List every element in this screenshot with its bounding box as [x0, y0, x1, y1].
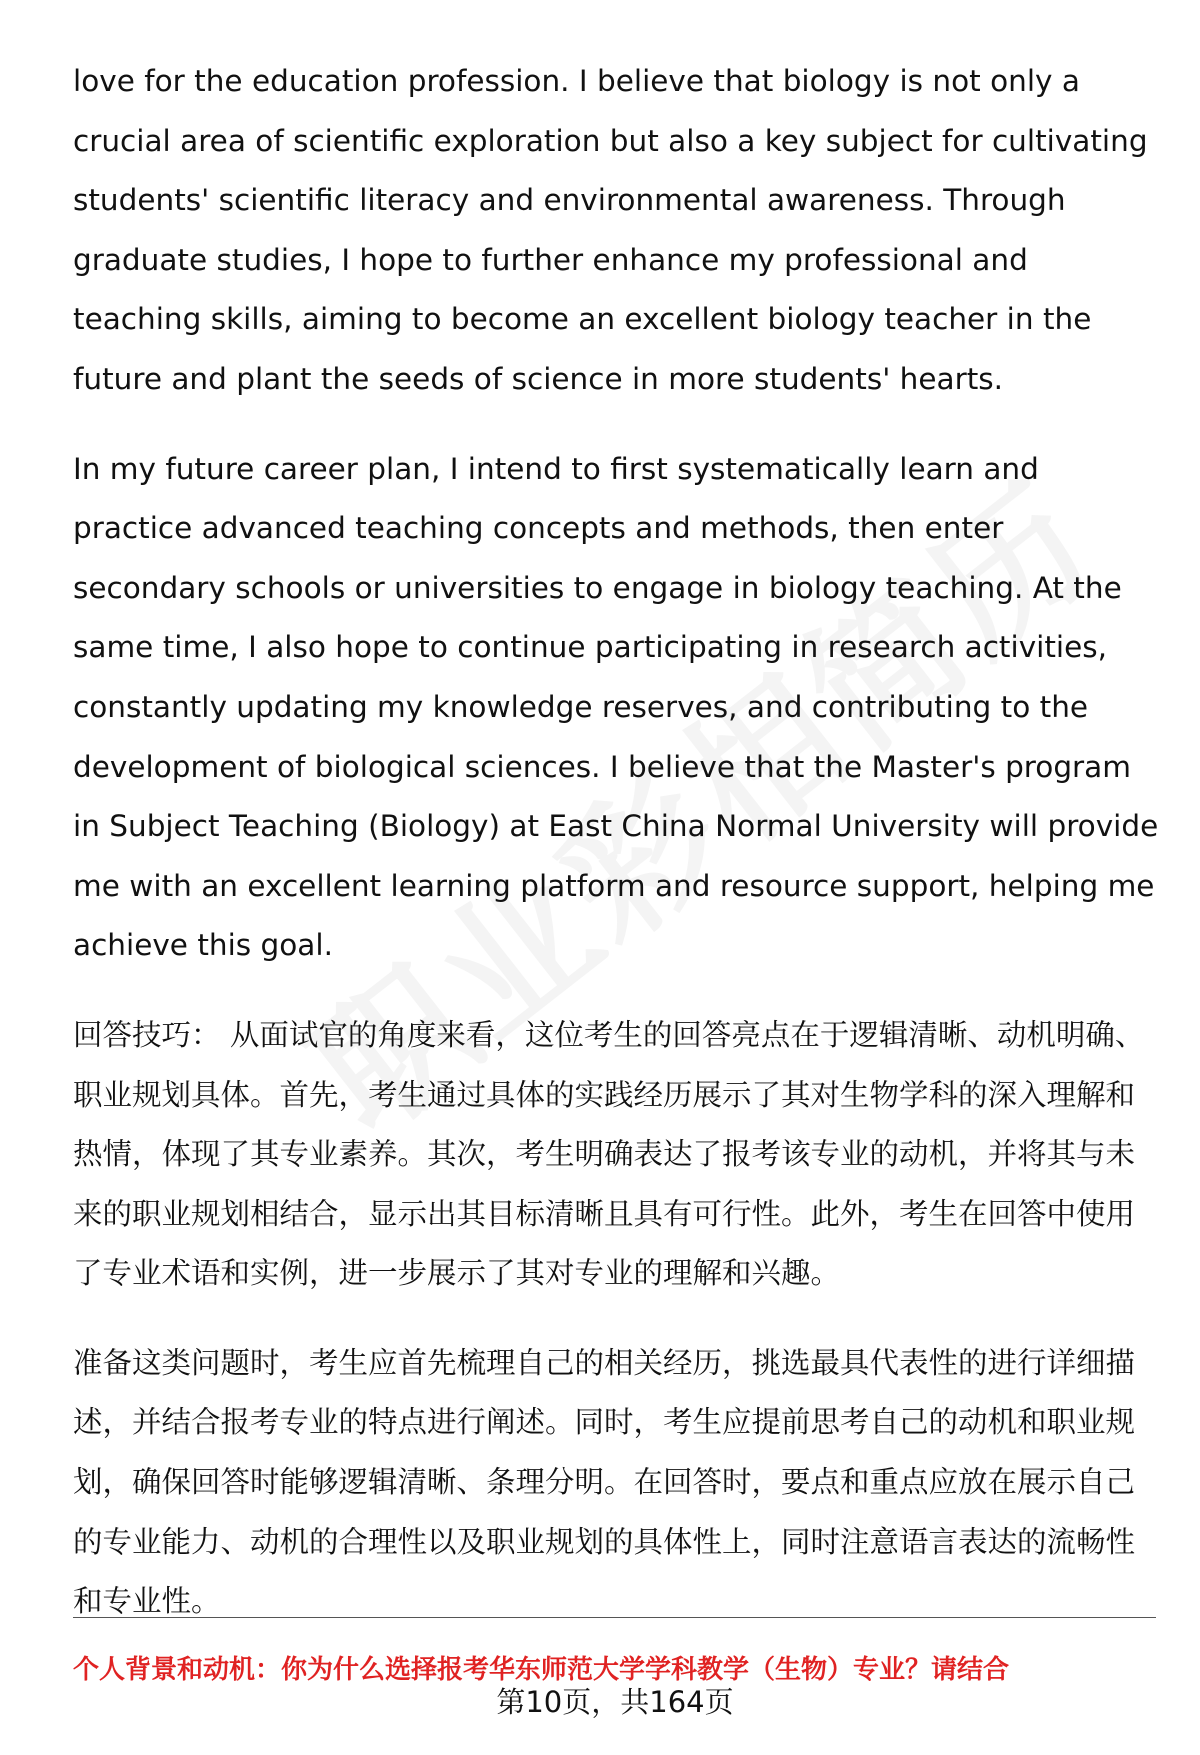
- preparation-advice-paragraph: 准备这类问题时，考生应首先梳理自己的相关经历，挑选最具代表性的进行详细描述，并结合报考专业的特点进行阐述。同时，考生应提前思考自己的动机和职业规划，确保回答时能够逻辑清晰、条理分明。在回答时，要点和重点应放在展示自己的专业能力、动机的合理性以及职业规划的具体性上，同时注意语言表达的流畅性和专业性。: [73, 1345, 1136, 1619]
- answer-paragraph-2: In my future career plan, I intend to first systematically learn and practice advanced teaching concepts and methods, then enter secondary schools or universities to engage in biology teaching. At the same time, I also hope to continue participating in research activities, constantly updating my knowledge reserves, and contributing to the development of biological sciences. I believe that the Master's program in Subject Teaching (Biology) at East China Normal University will provide me with an excellent learning platform and resource support, helping me achieve this goal.: [73, 451, 1159, 963]
- page-number: 第10页，共164页: [496, 1685, 734, 1719]
- next-question-heading: 个人背景和动机：你为什么选择报考华东师范大学学科教学（生物）专业？请结合: [73, 1655, 1010, 1685]
- answer-tips-paragraph: 回答技巧： 从面试官的角度来看，这位考生的回答亮点在于逻辑清晰、动机明确、职业规划具体。首先，考生通过具体的实践经历展示了其对生物学科的深入理解和热情，体现了其专业素养。其次，考生明确表达了报考该专业的动机，并将其与未来的职业规划相结合，显示出其目标清晰且具有可行性。此外，考生在回答中使用了专业术语和实例，进一步展示了其对专业的理解和兴趣。: [73, 1017, 1145, 1291]
- answer-paragraph-1: love for the education profession. I believe that biology is not only a crucial area of scientific exploration but also a key subject for cultivating students' scientific literacy and environmental awareness. Through graduate studies, I hope to further enhance my professional and teaching skills, aiming to become an excellent biology teacher in the future and plant the seeds of science in more students' hearts.: [73, 64, 1148, 396]
- page-content: [73, 52, 1159, 1632]
- section-divider: [73, 1617, 1156, 1618]
